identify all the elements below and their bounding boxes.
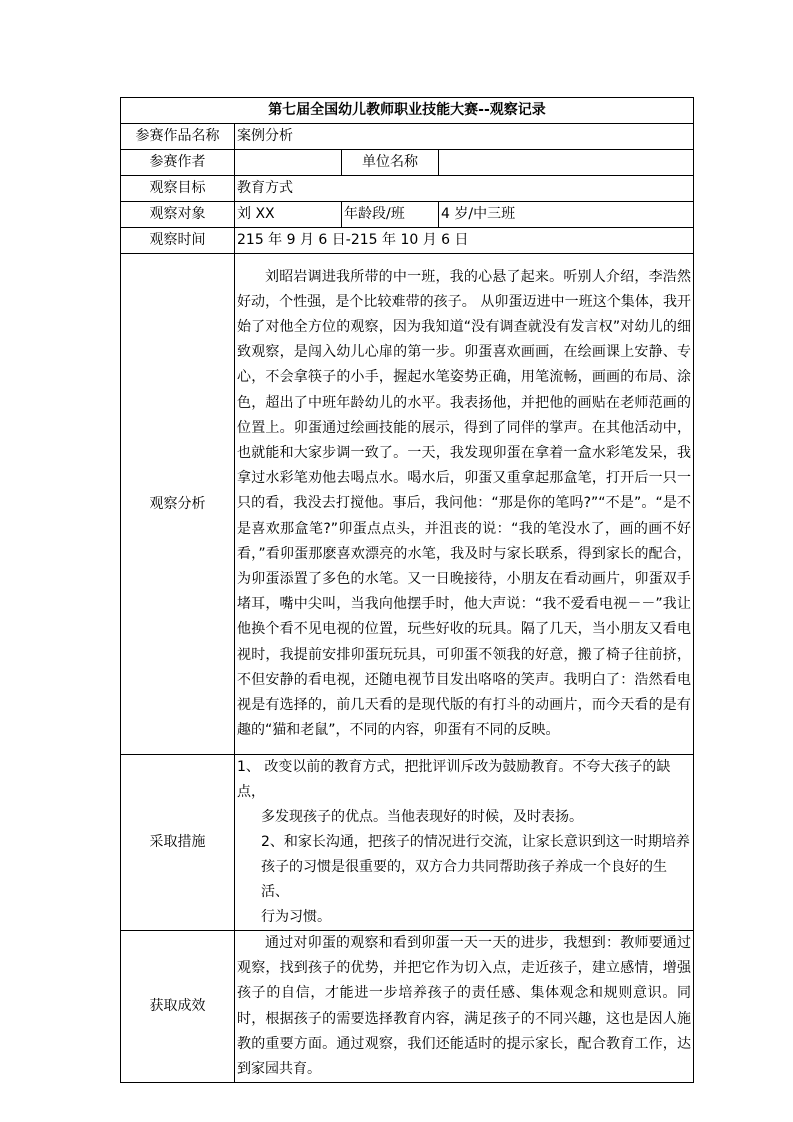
measure-line: 多发现孩子的优点。当他表现好的时候，及时表扬。 [261, 809, 583, 825]
age-label: 年龄段/班 [342, 202, 439, 228]
results-text: 通过对卯蛋的观察和看到卯蛋一天一天的进步，我想到：教师要通过观察，找到孩子的优势，并把它作为切入点，走近孩子，建立感情，增强孩子的自信，才能进一步培养孩子的责任感、集体观念和规则意识。同时，根据孩子的需要选择教育内容，满足孩子的不同兴趣，这也是因人施教的重要方面。通过观察，我们还能适时的提示家长，配合教育工作，达到家园共育。 [237, 935, 691, 1078]
time-label: 观察时间 [121, 228, 235, 254]
subject-label: 观察对象 [121, 202, 235, 228]
measure-line: 1、 改变以前的教育方式，把批评训斥改为鼓励教育。不夸大孩子的缺点， [237, 759, 671, 800]
results-label: 获取成效 [121, 931, 235, 1083]
goal-row [121, 176, 694, 202]
results-cell [235, 931, 694, 1083]
measure-line: 2、和家长沟通，把孩子的情况进行交流，让家长意识到这一时期培养 [261, 834, 690, 850]
work-name-value: 案例分析 [235, 124, 694, 150]
measures-label: 采取措施 [121, 755, 235, 931]
time-value: 215 年 9 月 6 日-215 年 10 月 6 日 [235, 228, 694, 254]
age-value: 4 岁/中三班 [439, 202, 694, 228]
time-row [121, 228, 694, 254]
analysis-text: 刘昭岩调进我所带的中一班，我的心悬了起来。听别人介绍，李浩然好动，个性强，是个比较难带的孩子。 从卯蛋迈进中一班这个集体，我开始了对他全方位的观察，因为我知道“没有调查就没有发言权”对幼儿的细致观察，是闯入幼儿心扉的第一步。卯蛋喜欢画画，在绘画课上安静、专心，不会拿筷子的小手，握起水笔姿势正确，用笔流畅，画画的布局、涂色，超出了中班年龄幼儿的水平。我表扬他，并把他的画贴在老师范画的位置上。卯蛋通过绘画技能的展示，得到了同伴的掌声。在其他活动中，也就能和大家步调一致了。一天，我发现卯蛋在拿着一盒水彩笔发呆，我拿过水彩笔劝他去喝点水。喝水后，卯蛋又重拿起那盒笔，打开后一只一只的看，我没去打搅他。事后，我问他：“那是你的笔吗?”“不是”。“是不是喜欢那盒笔?”卯蛋点点头，并沮丧的说：“我的笔没水了，画的画不好看，”看卯蛋那麽喜欢漂亮的水笔，我及时与家长联系，得到家长的配合，为卯蛋添置了多色的水笔。又一日晚接待，小朋友在看动画片，卯蛋双手堵耳，嘴中尖叫，当我向他摆手时，他大声说：“我不爱看电视－－”我让他换个看不见电视的位置，玩些好收的玩具。隔了几天，当小朋友又看电视时，我提前安排卯蛋玩玩具，可卯蛋不领我的好意，搬了椅子往前挤，不但安静的看电视，还随电视节目发出咯咯的笑声。我明白了：浩然看电视是有选择的，前几天看的是现代版的有打斗的动画片，而今天看的是有趣的“猫和老鼠”，不同的内容，卯蛋有不同的反映。 [237, 268, 691, 739]
author-label: 参赛作者 [121, 150, 235, 176]
work-name-row [121, 124, 694, 150]
results-row [121, 931, 694, 1083]
analysis-label: 观察分析 [121, 254, 235, 755]
measure-line: 行为习惯。 [261, 909, 331, 925]
analysis-row [121, 254, 694, 755]
author-value [235, 150, 342, 176]
work-name-label: 参赛作品名称 [121, 124, 235, 150]
analysis-cell [235, 254, 694, 755]
subject-row [121, 202, 694, 228]
record-title: 第七届全国幼儿教师职业技能大赛--观察记录 [121, 98, 694, 124]
unit-value [439, 150, 694, 176]
measures-row [121, 755, 694, 931]
goal-value: 教育方式 [235, 176, 694, 202]
measure-line: 孩子的习惯是很重要的，双方合力共同帮助孩子养成一个良好的生活、 [261, 859, 667, 900]
observation-record-table [120, 97, 694, 1083]
title-row [121, 98, 694, 124]
goal-label: 观察目标 [121, 176, 235, 202]
subject-value: 刘 XX [235, 202, 342, 228]
author-row [121, 150, 694, 176]
unit-label: 单位名称 [342, 150, 439, 176]
measures-cell [235, 755, 694, 931]
